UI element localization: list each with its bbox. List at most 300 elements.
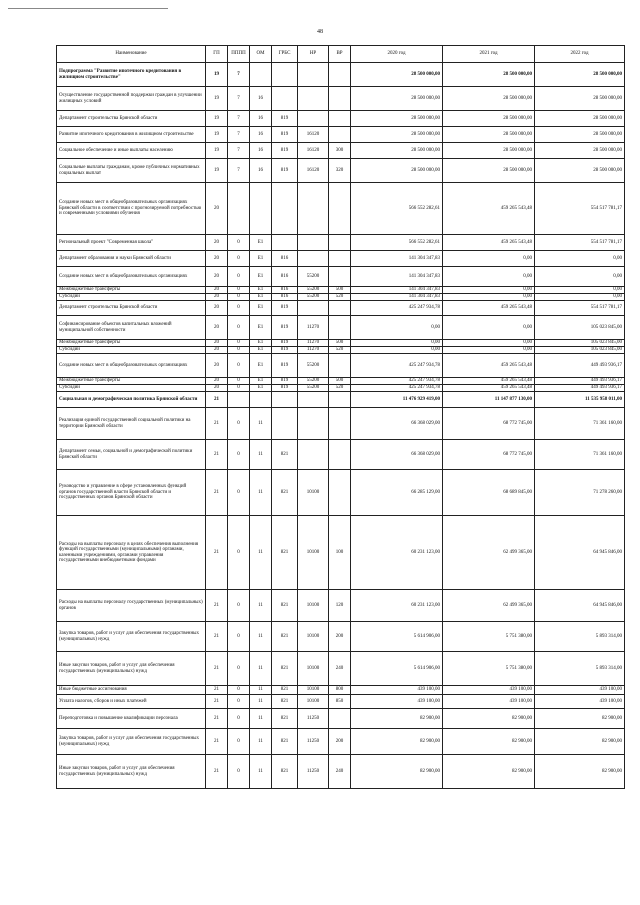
cell-amount-2022: 11 535 958 011,00	[535, 392, 625, 408]
cell-om: 11	[250, 686, 272, 695]
cell-vr: 500	[329, 340, 351, 347]
cell-pp: 7	[228, 159, 250, 183]
cell-nr: 10100	[298, 695, 329, 709]
column-header-grbs: ГРБС	[272, 46, 298, 63]
cell-grbs: 819	[272, 340, 298, 347]
cell-name: Департамент строительства Брянской области	[57, 301, 206, 316]
cell-pp: 0	[228, 695, 250, 709]
cell-name: Департамент образования и науки Брянской области	[57, 251, 206, 267]
cell-vr	[329, 392, 351, 408]
cell-pp: 0	[228, 235, 250, 251]
cell-vr	[329, 316, 351, 340]
cell-gp: 20	[206, 316, 228, 340]
cell-name: Социальное обеспечение и иные выплаты населению	[57, 143, 206, 159]
cell-amount-2020: 0,00	[351, 347, 443, 354]
table-row	[57, 251, 625, 267]
cell-amount-2020: 566 552 282,61	[351, 235, 443, 251]
cell-name: Межбюджетные трансферты	[57, 287, 206, 294]
cell-nr: 55200	[298, 354, 329, 378]
cell-name: Департамент семьи, социальной и демографической политики Брянской области	[57, 440, 206, 470]
table-row	[57, 686, 625, 695]
table-row	[57, 267, 625, 287]
cell-om: 16	[250, 87, 272, 111]
cell-gp: 19	[206, 127, 228, 143]
cell-gp: 21	[206, 590, 228, 622]
cell-gp: 21	[206, 686, 228, 695]
cell-gp: 20	[206, 347, 228, 354]
cell-grbs: 816	[272, 294, 298, 301]
cell-amount-2022: 554 517 781,17	[535, 183, 625, 235]
cell-pp: 0	[228, 755, 250, 789]
cell-amount-2021: 0,00	[443, 340, 535, 347]
cell-nr	[298, 301, 329, 316]
cell-amount-2021: 0,00	[443, 287, 535, 294]
cell-vr: 240	[329, 755, 351, 789]
cell-om: 11	[250, 652, 272, 686]
cell-gp: 21	[206, 408, 228, 440]
cell-om: E1	[250, 287, 272, 294]
cell-vr: 800	[329, 686, 351, 695]
cell-pp: 7	[228, 63, 250, 87]
cell-name: Иные бюджетные ассигнования	[57, 686, 206, 695]
table-row	[57, 127, 625, 143]
cell-amount-2021: 68 689 845,00	[443, 470, 535, 516]
cell-name: Субсидии	[57, 385, 206, 392]
cell-amount-2020: 439 100,00	[351, 695, 443, 709]
cell-amount-2022: 554 517 781,17	[535, 301, 625, 316]
cell-amount-2022: 64 945 846,00	[535, 590, 625, 622]
cell-amount-2020: 439 100,00	[351, 686, 443, 695]
cell-pp: 0	[228, 516, 250, 590]
header-rule	[8, 8, 168, 9]
cell-nr: 10100	[298, 470, 329, 516]
cell-name: Межбюджетные трансферты	[57, 340, 206, 347]
cell-amount-2020: 66 285 129,00	[351, 470, 443, 516]
cell-pp: 0	[228, 590, 250, 622]
cell-nr: 16120	[298, 127, 329, 143]
cell-pp: 0	[228, 729, 250, 755]
cell-pp: 7	[228, 111, 250, 127]
cell-pp: 0	[228, 440, 250, 470]
cell-name: Осуществление государственной поддержки граждан в улучшении жилищных условий	[57, 87, 206, 111]
cell-amount-2020: 28 500 000,00	[351, 63, 443, 87]
cell-amount-2021: 459 265 543,48	[443, 301, 535, 316]
cell-amount-2021: 459 265 543,48	[443, 354, 535, 378]
page-number: 48	[317, 29, 323, 35]
table-row	[57, 729, 625, 755]
cell-amount-2020: 425 247 934,78	[351, 385, 443, 392]
column-header-2021: 2021 год	[443, 46, 535, 63]
cell-amount-2021: 0,00	[443, 267, 535, 287]
table-row	[57, 316, 625, 340]
cell-om: 11	[250, 516, 272, 590]
cell-vr	[329, 301, 351, 316]
cell-om: 11	[250, 408, 272, 440]
cell-gp: 19	[206, 143, 228, 159]
cell-nr	[298, 251, 329, 267]
cell-name: Закупка товаров, работ и услуг для обеспечения государственных (муниципальных) нужд	[57, 729, 206, 755]
cell-om	[250, 63, 272, 87]
cell-om: E1	[250, 301, 272, 316]
column-header-gp: ГП	[206, 46, 228, 63]
cell-grbs: 819	[272, 143, 298, 159]
cell-gp: 21	[206, 729, 228, 755]
cell-om: 11	[250, 709, 272, 729]
cell-amount-2020: 28 500 000,00	[351, 111, 443, 127]
cell-pp: 0	[228, 251, 250, 267]
cell-amount-2022: 5 893 314,00	[535, 652, 625, 686]
cell-gp: 21	[206, 709, 228, 729]
cell-amount-2020: 425 247 934,78	[351, 378, 443, 385]
cell-gp: 21	[206, 470, 228, 516]
cell-vr: 200	[329, 729, 351, 755]
cell-name: Реализация единой государственной социальной политики на территории Брянской области	[57, 408, 206, 440]
cell-grbs	[272, 183, 298, 235]
cell-grbs	[272, 63, 298, 87]
cell-amount-2020: 141 304 347,83	[351, 251, 443, 267]
cell-amount-2020: 0,00	[351, 340, 443, 347]
cell-gp: 21	[206, 695, 228, 709]
cell-grbs	[272, 235, 298, 251]
cell-name: Создание новых мест в общеобразовательных организациях	[57, 354, 206, 378]
cell-vr: 240	[329, 652, 351, 686]
cell-pp	[228, 392, 250, 408]
cell-nr	[298, 235, 329, 251]
cell-amount-2021: 439 100,00	[443, 695, 535, 709]
cell-name: Подпрограмма "Развитие ипотечного кредитования в жилищном строительстве"	[57, 63, 206, 87]
cell-amount-2022: 105 023 845,00	[535, 347, 625, 354]
cell-vr: 200	[329, 622, 351, 652]
cell-om: 16	[250, 159, 272, 183]
cell-gp: 20	[206, 235, 228, 251]
cell-amount-2022: 71 361 160,00	[535, 440, 625, 470]
cell-name: Расходы на выплаты персоналу государственных (муниципальных) органов	[57, 590, 206, 622]
cell-grbs: 821	[272, 590, 298, 622]
cell-vr	[329, 63, 351, 87]
cell-vr: 500	[329, 378, 351, 385]
cell-gp: 20	[206, 183, 228, 235]
cell-amount-2022: 439 100,00	[535, 695, 625, 709]
cell-gp: 20	[206, 354, 228, 378]
cell-amount-2020: 60 231 123,00	[351, 516, 443, 590]
cell-amount-2022: 449 493 936,17	[535, 385, 625, 392]
cell-amount-2020: 66 368 029,00	[351, 408, 443, 440]
cell-nr	[298, 392, 329, 408]
cell-gp: 20	[206, 301, 228, 316]
cell-gp: 20	[206, 294, 228, 301]
cell-amount-2021: 459 265 543,48	[443, 235, 535, 251]
cell-amount-2020: 66 368 029,00	[351, 440, 443, 470]
cell-nr: 11250	[298, 729, 329, 755]
cell-grbs: 816	[272, 267, 298, 287]
table-row	[57, 408, 625, 440]
cell-amount-2020: 28 500 000,00	[351, 159, 443, 183]
cell-grbs: 821	[272, 440, 298, 470]
cell-amount-2022: 5 893 314,00	[535, 622, 625, 652]
cell-vr	[329, 354, 351, 378]
cell-gp: 20	[206, 340, 228, 347]
cell-amount-2022: 82 900,00	[535, 709, 625, 729]
cell-om	[250, 183, 272, 235]
cell-om: 11	[250, 729, 272, 755]
cell-vr	[329, 111, 351, 127]
cell-pp: 0	[228, 347, 250, 354]
cell-amount-2022: 105 023 845,00	[535, 340, 625, 347]
cell-nr: 55200	[298, 267, 329, 287]
cell-gp: 21	[206, 755, 228, 789]
column-header-pp: ПППП	[228, 46, 250, 63]
cell-om: 11	[250, 622, 272, 652]
cell-name: Социальная и демографическая политика Брянской области	[57, 392, 206, 408]
cell-pp: 0	[228, 622, 250, 652]
cell-amount-2020: 11 476 929 419,00	[351, 392, 443, 408]
cell-amount-2020: 425 247 934,78	[351, 354, 443, 378]
cell-nr: 11250	[298, 709, 329, 729]
cell-name: Иные закупки товаров, работ и услуг для обеспечения государственных (муниципальных) нужд	[57, 755, 206, 789]
cell-amount-2022: 82 900,00	[535, 729, 625, 755]
cell-om: 16	[250, 127, 272, 143]
cell-grbs: 819	[272, 347, 298, 354]
table-row	[57, 622, 625, 652]
cell-name: Развитие ипотечного кредитования в жилищном строительстве	[57, 127, 206, 143]
cell-om: E1	[250, 294, 272, 301]
cell-nr	[298, 183, 329, 235]
cell-nr	[298, 408, 329, 440]
cell-amount-2021: 28 500 000,00	[443, 159, 535, 183]
cell-nr	[298, 111, 329, 127]
cell-amount-2022: 28 500 000,00	[535, 63, 625, 87]
table-row	[57, 695, 625, 709]
budget-table	[56, 45, 625, 789]
table-row	[57, 301, 625, 316]
cell-om: E1	[250, 385, 272, 392]
cell-pp: 0	[228, 378, 250, 385]
cell-vr: 320	[329, 159, 351, 183]
cell-vr: 300	[329, 143, 351, 159]
cell-om: E1	[250, 354, 272, 378]
cell-amount-2022: 64 945 846,00	[535, 516, 625, 590]
cell-gp: 20	[206, 267, 228, 287]
table-row	[57, 340, 625, 347]
cell-om: E1	[250, 316, 272, 340]
cell-amount-2021: 62 499 365,00	[443, 590, 535, 622]
table-row	[57, 111, 625, 127]
cell-pp: 0	[228, 287, 250, 294]
cell-name: Департамент строительства Брянской области	[57, 111, 206, 127]
cell-amount-2022: 0,00	[535, 294, 625, 301]
cell-nr	[298, 440, 329, 470]
cell-om	[250, 392, 272, 408]
column-header-2022: 2022 год	[535, 46, 625, 63]
cell-amount-2021: 68 772 745,00	[443, 440, 535, 470]
cell-amount-2020: 141 304 347,83	[351, 287, 443, 294]
cell-pp: 0	[228, 340, 250, 347]
cell-nr: 11270	[298, 340, 329, 347]
cell-vr	[329, 183, 351, 235]
cell-grbs: 821	[272, 652, 298, 686]
cell-amount-2020: 5 614 906,00	[351, 622, 443, 652]
table-row	[57, 143, 625, 159]
cell-pp: 7	[228, 127, 250, 143]
cell-vr	[329, 440, 351, 470]
cell-vr: 120	[329, 590, 351, 622]
table-row	[57, 183, 625, 235]
cell-amount-2022: 82 900,00	[535, 755, 625, 789]
cell-amount-2022: 449 493 936,17	[535, 354, 625, 378]
table-row	[57, 347, 625, 354]
table-row	[57, 755, 625, 789]
table-row	[57, 392, 625, 408]
cell-om: E1	[250, 340, 272, 347]
cell-amount-2020: 5 614 906,00	[351, 652, 443, 686]
cell-grbs: 819	[272, 316, 298, 340]
cell-vr	[329, 127, 351, 143]
cell-om: E1	[250, 235, 272, 251]
cell-om: 11	[250, 590, 272, 622]
cell-vr	[329, 235, 351, 251]
cell-amount-2021: 5 751 380,00	[443, 652, 535, 686]
cell-amount-2021: 459 265 543,48	[443, 183, 535, 235]
cell-amount-2021: 28 500 000,00	[443, 63, 535, 87]
cell-amount-2022: 28 500 000,00	[535, 159, 625, 183]
cell-nr: 11270	[298, 347, 329, 354]
table-row	[57, 385, 625, 392]
cell-amount-2021: 0,00	[443, 251, 535, 267]
cell-name: Создание новых мест в общеобразовательных организациях	[57, 267, 206, 287]
cell-gp: 20	[206, 287, 228, 294]
cell-name: Софинансирование объектов капитальных вложений муниципальной собственности	[57, 316, 206, 340]
cell-pp: 0	[228, 354, 250, 378]
cell-name: Расходы на выплаты персоналу в целях обеспечения выполнения функций государственными (муниципальными) органами, казенными учреждениями, органами управления государственными внебюджетными фондами	[57, 516, 206, 590]
cell-om: 16	[250, 143, 272, 159]
table-row	[57, 87, 625, 111]
cell-om: 11	[250, 440, 272, 470]
cell-om: 11	[250, 470, 272, 516]
table-row	[57, 294, 625, 301]
cell-name: Межбюджетные трансферты	[57, 378, 206, 385]
cell-vr: 520	[329, 385, 351, 392]
cell-grbs: 819	[272, 354, 298, 378]
cell-grbs: 821	[272, 470, 298, 516]
table-row	[57, 440, 625, 470]
cell-amount-2021: 5 751 380,00	[443, 622, 535, 652]
cell-pp: 0	[228, 686, 250, 695]
table-row	[57, 590, 625, 622]
cell-nr: 10100	[298, 590, 329, 622]
cell-amount-2021: 459 265 543,48	[443, 378, 535, 385]
cell-pp: 0	[228, 267, 250, 287]
cell-pp: 0	[228, 709, 250, 729]
cell-amount-2022: 28 500 000,00	[535, 143, 625, 159]
cell-amount-2022: 439 100,00	[535, 686, 625, 695]
cell-amount-2020: 82 900,00	[351, 709, 443, 729]
cell-nr: 11270	[298, 316, 329, 340]
cell-nr: 55200	[298, 287, 329, 294]
cell-name: Создание новых мест в общеобразовательных организациях Брянской области в соответствии с прогнозируемой потребностью и современными условиями обучения	[57, 183, 206, 235]
cell-pp: 0	[228, 316, 250, 340]
table-row	[57, 235, 625, 251]
cell-nr: 16120	[298, 143, 329, 159]
table-row	[57, 63, 625, 87]
cell-amount-2020: 566 552 282,61	[351, 183, 443, 235]
cell-amount-2021: 11 147 877 130,00	[443, 392, 535, 408]
cell-vr	[329, 470, 351, 516]
cell-amount-2020: 141 304 347,83	[351, 267, 443, 287]
cell-amount-2021: 28 500 000,00	[443, 111, 535, 127]
cell-nr: 10100	[298, 652, 329, 686]
cell-name: Уплата налогов, сборов и иных платежей	[57, 695, 206, 709]
cell-grbs: 821	[272, 709, 298, 729]
cell-amount-2021: 62 499 365,00	[443, 516, 535, 590]
column-header-nr: НР	[298, 46, 329, 63]
cell-gp: 19	[206, 63, 228, 87]
cell-nr: 55200	[298, 378, 329, 385]
cell-nr: 10100	[298, 622, 329, 652]
cell-gp: 21	[206, 622, 228, 652]
cell-name: Переподготовка и повышение квалификации персонала	[57, 709, 206, 729]
cell-amount-2021: 82 900,00	[443, 709, 535, 729]
cell-om: E1	[250, 347, 272, 354]
cell-pp	[228, 183, 250, 235]
cell-amount-2021: 439 100,00	[443, 686, 535, 695]
cell-gp: 21	[206, 392, 228, 408]
cell-pp: 7	[228, 143, 250, 159]
cell-amount-2022: 105 023 845,00	[535, 316, 625, 340]
cell-amount-2022: 449 493 936,17	[535, 378, 625, 385]
cell-vr	[329, 251, 351, 267]
cell-nr: 10100	[298, 516, 329, 590]
cell-vr	[329, 267, 351, 287]
cell-vr	[329, 87, 351, 111]
cell-om: E1	[250, 267, 272, 287]
cell-nr: 55200	[298, 294, 329, 301]
cell-amount-2020: 425 247 934,78	[351, 301, 443, 316]
cell-grbs: 819	[272, 159, 298, 183]
cell-amount-2022: 28 500 000,00	[535, 127, 625, 143]
cell-om: E1	[250, 378, 272, 385]
cell-vr: 850	[329, 695, 351, 709]
cell-amount-2020: 28 500 000,00	[351, 127, 443, 143]
cell-vr	[329, 408, 351, 440]
cell-amount-2022: 0,00	[535, 267, 625, 287]
cell-amount-2021: 28 500 000,00	[443, 143, 535, 159]
table-row	[57, 159, 625, 183]
table-row	[57, 354, 625, 378]
cell-grbs	[272, 408, 298, 440]
cell-nr: 10100	[298, 686, 329, 695]
cell-pp: 0	[228, 294, 250, 301]
table-row	[57, 516, 625, 590]
cell-grbs: 821	[272, 755, 298, 789]
cell-name: Иные закупки товаров, работ и услуг для обеспечения государственных (муниципальных) нужд	[57, 652, 206, 686]
cell-amount-2021: 0,00	[443, 316, 535, 340]
cell-om: 11	[250, 755, 272, 789]
cell-amount-2021: 82 900,00	[443, 755, 535, 789]
column-header-om: ОМ	[250, 46, 272, 63]
cell-grbs	[272, 87, 298, 111]
cell-grbs: 819	[272, 127, 298, 143]
cell-pp: 0	[228, 652, 250, 686]
cell-amount-2021: 68 772 745,00	[443, 408, 535, 440]
cell-nr	[298, 87, 329, 111]
cell-amount-2021: 0,00	[443, 294, 535, 301]
cell-amount-2022: 28 500 000,00	[535, 111, 625, 127]
cell-om: 16	[250, 111, 272, 127]
cell-vr	[329, 709, 351, 729]
cell-amount-2021: 0,00	[443, 347, 535, 354]
cell-amount-2021: 459 265 543,48	[443, 385, 535, 392]
cell-gp: 21	[206, 440, 228, 470]
